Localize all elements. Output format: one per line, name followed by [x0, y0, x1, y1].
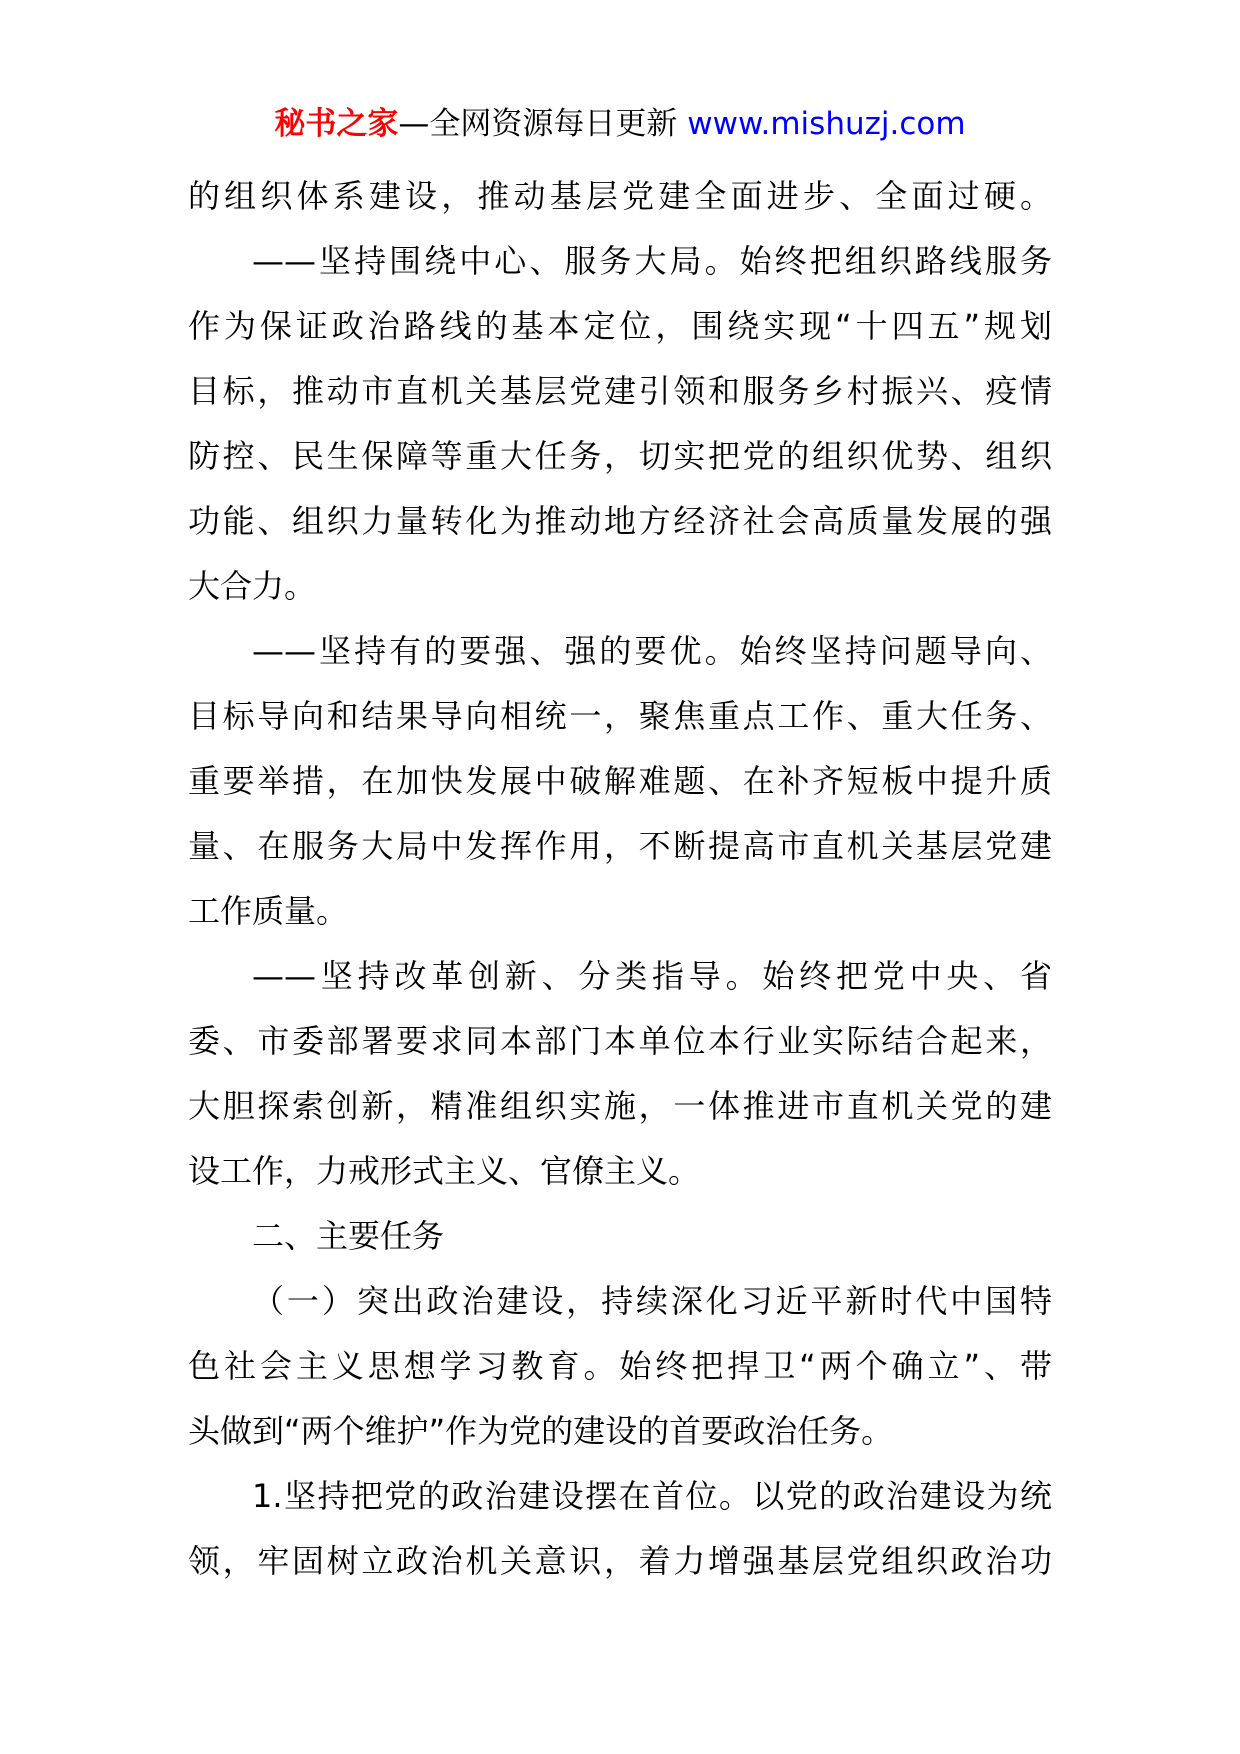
text-line: 大合力。 — [188, 567, 317, 605]
text-line: 重要举措，在加快发展中破解难题、在补齐短板中提升质 — [188, 762, 1052, 800]
text-line: 防控、民生保障等重大任务，切实把党的组织优势、组织 — [188, 437, 1052, 475]
text-line: 领，牢固树立政治机关意识，着力增强基层党组织政治功 — [188, 1542, 1052, 1580]
text-line: 目标，推动市直机关基层党建引领和服务乡村振兴、疫情 — [188, 372, 1052, 410]
text-line: 委、市委部署要求同本部门本单位本行业实际结合起来， — [188, 1022, 1052, 1060]
site-brand: 秘书之家 — [274, 106, 399, 142]
section-heading: 二、主要任务 — [252, 1217, 445, 1255]
document-body — [188, 164, 1052, 1594]
text-line: （一）突出政治建设，持续深化习近平新时代中国特 — [252, 1282, 1052, 1320]
site-url-link[interactable]: www.mishuzj.com — [687, 106, 966, 142]
text-line: 的组织体系建设，推动基层党建全面进步、全面过硬。 — [188, 177, 1052, 215]
text-line: 作为保证政治路线的基本定位，围绕实现“十四五”规划 — [188, 307, 1052, 345]
text-line: 功能、组织力量转化为推动地方经济社会高质量发展的强 — [188, 502, 1052, 540]
text-line: 大胆探索创新，精准组织实施，一体推进市直机关党的建 — [188, 1087, 1052, 1125]
text-line: ——坚持有的要强、强的要优。始终坚持问题导向、 — [252, 632, 1052, 670]
text-line: ——坚持围绕中心、服务大局。始终把组织路线服务 — [252, 242, 1052, 280]
site-header — [0, 104, 1240, 144]
text-line: 量、在服务大局中发挥作用，不断提高市直机关基层党建 — [188, 827, 1052, 865]
text-line: 设工作，力戒形式主义、官僚主义。 — [188, 1152, 701, 1190]
text-line: ——坚持改革创新、分类指导。始终把党中央、省 — [252, 957, 1052, 995]
text-line: 1.坚持把党的政治建设摆在首位。以党的政治建设为统 — [252, 1477, 1052, 1515]
text-line: 头做到“两个维护”作为党的建设的首要政治任务。 — [188, 1412, 894, 1450]
text-line: 目标导向和结果导向相统一，聚焦重点工作、重大任务、 — [188, 697, 1052, 735]
site-slogan: —全网资源每日更新 — [398, 106, 678, 142]
text-line: 色社会主义思想学习教育。始终把捍卫“两个确立”、带 — [188, 1347, 1052, 1385]
text-line: 工作质量。 — [188, 892, 349, 930]
